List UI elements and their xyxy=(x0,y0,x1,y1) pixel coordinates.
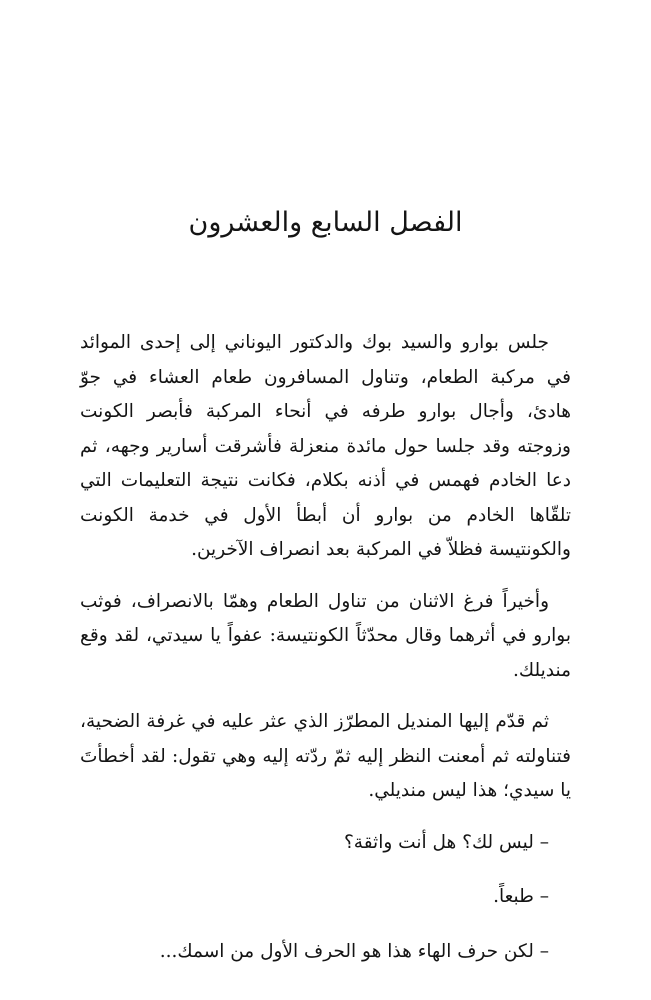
dialogue-line: – لكن حرف الهاء هذا هو الحرف الأول من اسمك... xyxy=(159,940,549,962)
dialogue-line: – ليس لك؟ هل أنت واثقة؟ xyxy=(343,831,549,853)
chapter-body xyxy=(80,326,571,989)
dialogue-line: – طبعاً. xyxy=(493,886,549,907)
paragraph: وأخيراً فرغ الاثنان من تناول الطعام وهمّا بالانصراف، فوثب بوارو في أثرهما وقال محدّثاً الكونتيسة: عفواً يا سيدتي، لقد وقع منديلك. xyxy=(80,590,571,681)
paragraph: ثم قدّم إليها المنديل المطرّز الذي عثر عليه في غرفة الضحية، فتناولته ثم أمعنت النظر إليه ثمّ ردّته إليه وهي تقول: لقد أخطأتَ يا سيدي؛ هذا ليس منديلي. xyxy=(80,711,571,801)
paragraph: جلس بوارو والسيد بوك والدكتور اليوناني إلى إحدى الموائد في مركبة الطعام، وتناول المسافرون طعام العشاء في جوّ هادئ، وأجال بوارو طرفه في أنحاء المركبة فأبصر الكونت وزوجته وقد جلسا حول مائدة منعزلة فأشرقت أسارير وجهه، ثم دعا الخادم فهمس في أذنه بكلام، فكانت نتيجة التعليمات التي تلقّاها الخادم من بوارو أن أبطأ الأول في خدمة الكونت والكونتيسة فظلاّ في المركبة بعد انصراف الآخرين. xyxy=(80,332,571,560)
chapter-title: الفصل السابع والعشرون xyxy=(188,207,463,238)
